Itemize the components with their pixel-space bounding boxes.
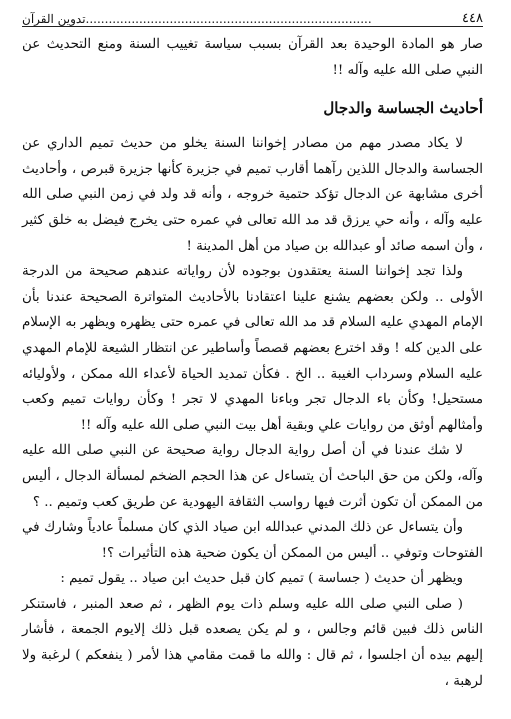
intro-paragraph: صار هو المادة الوحيدة بعد القرآن بسبب سياسة تغييب السنة ومنع التحديث عن النبي صلى الله عليه وآله !! <box>22 37 483 78</box>
paragraph-3: لا شك عندنا في أن أصل رواية الدجال رواية صحيحة عن النبي صلى الله عليه وآله، ولكن من حق الباحث أن يتساءل عن هذا الحجم الضخم لمسألة الدجال ، أليس من الممكن أن تكون أثرت فيها رواسب الثقافة اليهودية عن طريق كعب وتميم .. ؟ <box>22 443 483 510</box>
paragraph-5: ويظهر أن حديث ( جساسة ) تميم كان قبل حديث ابن صياد .. يقول تميم : <box>60 571 463 587</box>
paragraph-4: وأن يتساءل عن ذلك المدني عبدالله ابن صياد الذي كان مسلماً عادياً وشارك في الفتوحات وتوفي .. أليس من الممكن أن يكون ضحية هذه التأثيرات ؟! <box>22 520 483 561</box>
page-body <box>22 32 483 694</box>
book-title: ...........................................................................تدوين القرآن <box>22 12 372 26</box>
paragraph-2: ولذا تجد إخواننا السنة يعتقدون بوجوده لأن رواياته عندهم صحيحة من الدرجة الأولى .. ولكن بعضهم يشنع علينا اعتقادنا بالأحاديث المتواترة الصحيحة عندنا بأن الإمام المهدي عليه السلام قد مد الله تعالى في عمره حتى يظهره ويظهر به الإسلام على الدين كله ! وقد اخترع بعضهم قصصاً وأساطير عن انتظار الشيعة للإمام المهدي عليه السلام وسرداب الغيبة .. الخ . فكأن تمديد الحياة لأعداء الله ممكن ، ولأوليائه مستحيل! وكأن باء الدجال تجر وباءنا المهدي لا تجر ! وكأن روايات تميم وكعب وأمثالهم أوثق من روايات علي وبقية أهل بيت النبي صلى الله عليه وآله !! <box>22 264 483 433</box>
page-number: ٤٤٨ <box>462 11 483 26</box>
section-heading: أحاديث الجساسة والدجال <box>323 99 483 118</box>
running-header <box>22 6 483 27</box>
paragraph-1: لا يكاد مصدر مهم من مصادر إخواننا السنة يخلو من حديث تميم الداري عن الجساسة والدجال اللذين رآهما أقارب تميم في جزيرة كأنها جزيرة قبرص ، وأحاديث أخرى مشابهة عن الدجال تؤكد حتمية خروجه ، وأنه قد ولد في زمن النبي صلى الله عليه وآله ، وأنه حي يرزق قد مد الله تعالى في عمره حتى يخرج فيضل به خلق كثير ، وأن اسمه صائد أو عبدالله بن صياد من أهل المدينة ! <box>22 136 483 254</box>
quote-paragraph: ( صلى النبي صلى الله عليه وسلم ذات يوم الظهر ، ثم صعد المنبر ، فاستنكر الناس ذلك فبين قائم وجالس ، و لم يكن يصعده قبل ذلك إلايوم الجمعة ، فأشار إليهم بيده أن اجلسوا ، ثم قال : والله ما قمت مقامي هذا لأمر ( ينفعكم ) لرغبة ولا لرهبة ، <box>22 596 483 689</box>
